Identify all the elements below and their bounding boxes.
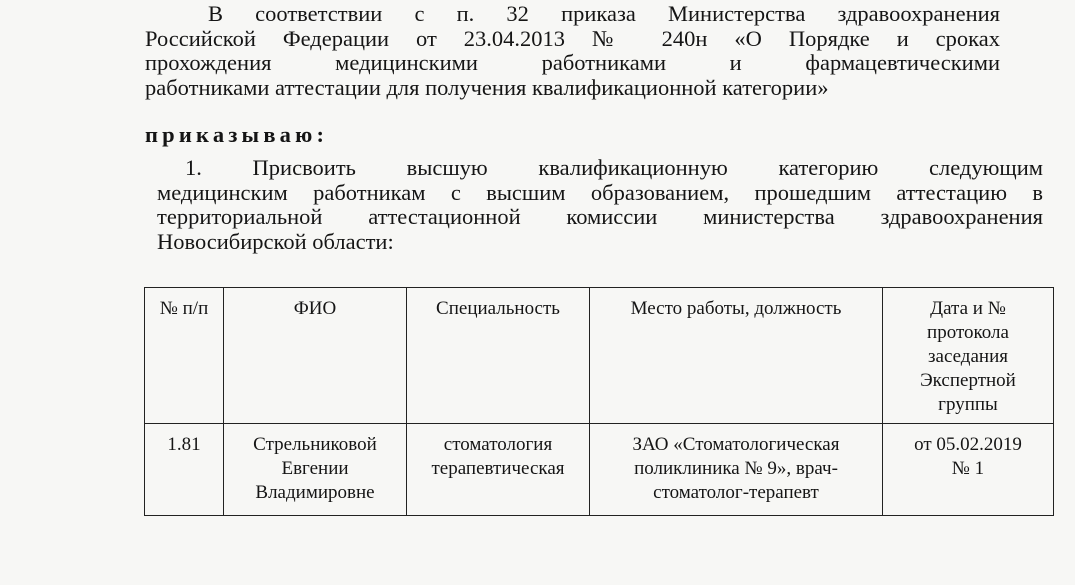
item-1-line: 1. Присвоить высшую квалификационную категорию следующим (185, 155, 1043, 180)
intro-paragraph (145, 2, 1000, 100)
attestation-table (144, 287, 1054, 516)
header-protocol-line: Дата и № (930, 298, 1006, 319)
header-protocol-line: Экспертной (920, 370, 1016, 391)
cell-workplace-line: ЗАО «Стоматологическая (632, 434, 840, 455)
intro-line: Российской Федерации от 23.04.2013 № 240н «О Порядке и сроках (145, 25, 1000, 51)
header-fio: ФИО (224, 288, 407, 424)
header-protocol-line: протокола (927, 322, 1009, 343)
cell-number: 1.81 (145, 424, 224, 516)
intro-line: работниками аттестации для получения квалификационной категории» (145, 74, 829, 100)
table-row (145, 424, 1054, 516)
cell-speciality (407, 424, 590, 516)
order-word: приказываю: (145, 122, 329, 147)
item-1-paragraph (157, 156, 1043, 254)
cell-fio-line: Владимировне (255, 482, 375, 503)
table-header-row (145, 288, 1054, 424)
cell-speciality-line: терапевтическая (431, 458, 565, 479)
cell-fio-line: Евгении (281, 458, 349, 479)
cell-fio (224, 424, 407, 516)
header-protocol-line: группы (938, 394, 998, 415)
header-speciality: Специальность (407, 288, 590, 424)
cell-speciality-line: стоматология (443, 434, 553, 455)
cell-workplace-line: поликлиника № 9», врач- (634, 458, 838, 479)
item-1-line: Новосибирской области: (157, 228, 394, 254)
intro-line: В соответствии с п. 32 приказа Министерства здравоохранения (208, 1, 1000, 26)
cell-protocol-line: № 1 (951, 458, 985, 479)
header-protocol-line: заседания (928, 346, 1008, 367)
cell-protocol (883, 424, 1054, 516)
cell-workplace (590, 424, 883, 516)
intro-line: прохождения медицинскими работниками и фармацевтическими (145, 50, 1000, 75)
item-1-line: территориальной аттестационной комиссии министерства здравоохранения (157, 204, 1043, 229)
cell-fio-line: Стрельниковой (253, 434, 377, 455)
cell-workplace-line: стоматолог-терапевт (653, 482, 819, 503)
header-protocol (883, 288, 1054, 424)
cell-protocol-line: от 05.02.2019 (914, 434, 1022, 455)
header-workplace: Место работы, должность (590, 288, 883, 424)
item-1-line: медицинским работникам с высшим образованием, прошедшим аттестацию в (157, 179, 1043, 205)
header-number: № п/п (145, 288, 224, 424)
